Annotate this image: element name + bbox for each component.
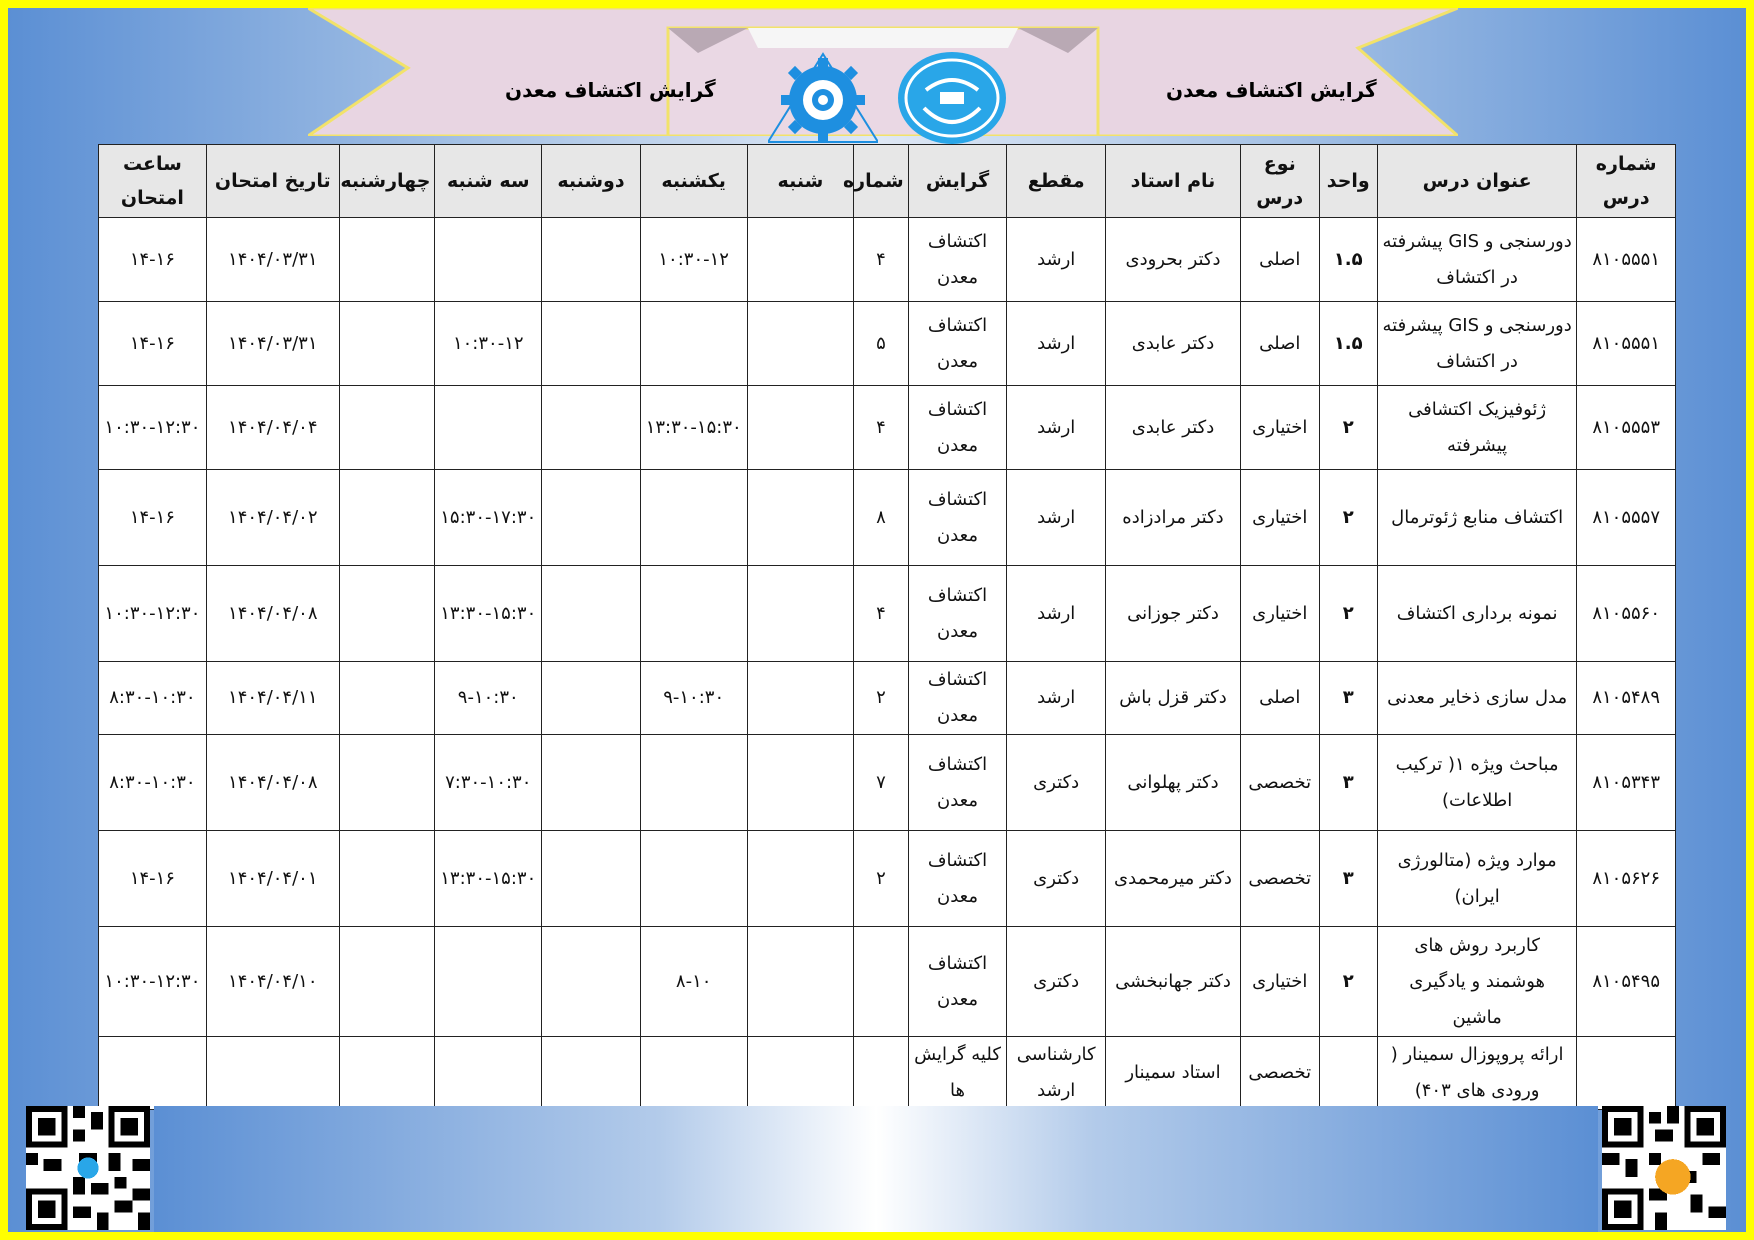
table-cell <box>747 566 854 662</box>
column-header: عنوان درس <box>1377 145 1576 218</box>
table-row <box>99 218 1676 302</box>
table-cell <box>747 927 854 1037</box>
table-cell <box>99 1037 207 1110</box>
table-cell <box>747 218 854 302</box>
table-cell <box>435 218 542 302</box>
course-schedule-table-container <box>98 144 1676 1110</box>
column-header: واحد <box>1319 145 1377 218</box>
table-cell <box>747 302 854 386</box>
table-cell: دکتر قزل باش <box>1106 662 1241 735</box>
table-row <box>99 927 1676 1037</box>
table-cell: ۸۱۰۵۴۸۹ <box>1577 662 1676 735</box>
table-cell: دکتر جهانبخشی <box>1106 927 1241 1037</box>
table-cell <box>339 1037 435 1110</box>
table-cell: دکتر عابدی <box>1106 386 1241 470</box>
table-cell: ۱۰:۳۰-۱۲:۳۰ <box>99 927 207 1037</box>
table-cell <box>339 302 435 386</box>
table-cell: ۱۳:۳۰-۱۵:۳۰ <box>640 386 747 470</box>
table-cell: ۸:۳۰-۱۰:۳۰ <box>99 662 207 735</box>
table-cell: دورسنجی و GIS پیشرفته در اکتشاف <box>1377 302 1576 386</box>
table-cell <box>854 927 908 1037</box>
table-cell: اکتشاف منابع ژئوترمال <box>1377 470 1576 566</box>
table-cell: ارشد <box>1007 470 1106 566</box>
column-header: ساعت امتحان <box>99 145 207 218</box>
table-cell: ۱۴۰۴/۰۳/۳۱ <box>206 302 339 386</box>
table-cell: ۱۴۰۴/۰۴/۰۸ <box>206 566 339 662</box>
table-cell: تخصصی <box>1240 831 1319 927</box>
table-cell: اختیاری <box>1240 386 1319 470</box>
table-cell: کلیه گرایش ها <box>908 1037 1007 1110</box>
table-cell: اکتشاف معدن <box>908 386 1007 470</box>
table-cell <box>640 831 747 927</box>
table-cell: دکتر عابدی <box>1106 302 1241 386</box>
table-cell <box>542 1037 641 1110</box>
qr-code-icon <box>26 1106 150 1230</box>
table-cell: ۱۴۰۴/۰۳/۳۱ <box>206 218 339 302</box>
table-cell: دکتر بحرودی <box>1106 218 1241 302</box>
table-cell: ۱۴۰۴/۰۴/۰۱ <box>206 831 339 927</box>
table-cell: ۲ <box>1319 566 1377 662</box>
table-cell: تخصصی <box>1240 735 1319 831</box>
table-cell: اختیاری <box>1240 566 1319 662</box>
table-cell: ۸۱۰۵۵۵۷ <box>1577 470 1676 566</box>
table-cell: ارشد <box>1007 662 1106 735</box>
table-cell: ۱.۵ <box>1319 302 1377 386</box>
table-cell: ۱۳:۳۰-۱۵:۳۰ <box>435 831 542 927</box>
header-title-right: گرایش اکتشاف معدن <box>1166 78 1377 102</box>
table-cell: ۵ <box>854 302 908 386</box>
table-cell <box>542 470 641 566</box>
table-cell: ۱۴۰۴/۰۴/۰۴ <box>206 386 339 470</box>
table-cell: ۸۱۰۵۴۹۵ <box>1577 927 1676 1037</box>
table-cell: اصلی <box>1240 302 1319 386</box>
table-cell: ۱۴-۱۶ <box>99 218 207 302</box>
table-cell: نمونه برداری اکتشاف <box>1377 566 1576 662</box>
table-cell: ۱۰:۳۰-۱۲:۳۰ <box>99 566 207 662</box>
table-cell: مدل سازی ذخایر معدنی <box>1377 662 1576 735</box>
table-cell: ۱.۵ <box>1319 218 1377 302</box>
table-row <box>99 831 1676 927</box>
engineering-gear-logo-icon <box>768 50 878 148</box>
table-cell: ارشد <box>1007 386 1106 470</box>
table-cell: دکتر جوزانی <box>1106 566 1241 662</box>
table-cell: ۴ <box>854 386 908 470</box>
table-cell <box>542 218 641 302</box>
column-header: شنبه <box>747 145 854 218</box>
table-cell: ۷ <box>854 735 908 831</box>
table-cell: ۸۱۰۵۵۵۱ <box>1577 302 1676 386</box>
table-cell <box>339 927 435 1037</box>
table-cell: ۱۵:۳۰-۱۷:۳۰ <box>435 470 542 566</box>
column-header: نوع درس <box>1240 145 1319 218</box>
table-cell <box>1577 1037 1676 1110</box>
table-cell <box>339 470 435 566</box>
table-cell <box>435 386 542 470</box>
table-cell: ۸۱۰۵۵۵۳ <box>1577 386 1676 470</box>
table-cell: کاربرد روش های هوشمند و یادگیری ماشین <box>1377 927 1576 1037</box>
table-cell: اختیاری <box>1240 470 1319 566</box>
table-cell: اکتشاف معدن <box>908 302 1007 386</box>
table-cell: ۹-۱۰:۳۰ <box>435 662 542 735</box>
table-cell: ۲ <box>1319 386 1377 470</box>
table-cell <box>339 735 435 831</box>
table-cell: ۱۳:۳۰-۱۵:۳۰ <box>435 566 542 662</box>
table-cell: ۸۱۰۵۵۵۱ <box>1577 218 1676 302</box>
table-cell: ۴ <box>854 218 908 302</box>
table-cell: موارد ویژه (متالورژی ایران) <box>1377 831 1576 927</box>
table-cell: ۹-۱۰:۳۰ <box>640 662 747 735</box>
table-cell: اکتشاف معدن <box>908 470 1007 566</box>
column-header: دوشنبه <box>542 145 641 218</box>
table-cell: ارشد <box>1007 218 1106 302</box>
table-row <box>99 566 1676 662</box>
table-cell: دکتری <box>1007 735 1106 831</box>
table-row <box>99 386 1676 470</box>
table-cell: ۱۴-۱۶ <box>99 831 207 927</box>
table-cell <box>206 1037 339 1110</box>
header-title-left: گرایش اکتشاف معدن <box>505 78 716 102</box>
table-cell: ۸۱۰۵۳۴۳ <box>1577 735 1676 831</box>
table-cell: اکتشاف معدن <box>908 927 1007 1037</box>
table-cell <box>747 470 854 566</box>
table-cell <box>542 735 641 831</box>
table-cell: کارشناسی ارشد <box>1007 1037 1106 1110</box>
table-cell <box>435 927 542 1037</box>
table-cell: ژئوفیزیک اکتشافی پیشرفته <box>1377 386 1576 470</box>
table-cell: اکتشاف معدن <box>908 831 1007 927</box>
table-cell <box>435 1037 542 1110</box>
table-cell: ۴ <box>854 566 908 662</box>
table-cell: ۱۴۰۴/۰۴/۱۱ <box>206 662 339 735</box>
column-header: نام استاد <box>1106 145 1241 218</box>
table-cell <box>640 735 747 831</box>
table-cell: ۱۴۰۴/۰۴/۱۰ <box>206 927 339 1037</box>
table-cell <box>640 1037 747 1110</box>
table-cell: تخصصی <box>1240 1037 1319 1110</box>
table-cell: دکتری <box>1007 831 1106 927</box>
table-cell <box>747 1037 854 1110</box>
table-body <box>99 218 1676 1110</box>
table-cell <box>542 302 641 386</box>
table-row <box>99 302 1676 386</box>
table-cell: ۱۴۰۴/۰۴/۰۲ <box>206 470 339 566</box>
table-cell: مباحث ویژه ۱( ترکیب اطلاعات) <box>1377 735 1576 831</box>
table-cell <box>542 566 641 662</box>
table-cell <box>747 831 854 927</box>
table-cell: ۱۴-۱۶ <box>99 470 207 566</box>
table-cell: ۲ <box>1319 470 1377 566</box>
table-cell: اکتشاف معدن <box>908 218 1007 302</box>
table-cell <box>747 386 854 470</box>
table-cell <box>747 662 854 735</box>
table-cell <box>339 218 435 302</box>
university-of-tehran-logo-icon <box>896 50 1008 150</box>
course-schedule-table <box>98 144 1676 1110</box>
table-cell: ۳ <box>1319 662 1377 735</box>
table-cell <box>854 1037 908 1110</box>
table-cell: ۸-۱۰ <box>640 927 747 1037</box>
column-header: گرایش <box>908 145 1007 218</box>
table-cell: ۸:۳۰-۱۰:۳۰ <box>99 735 207 831</box>
table-header-row <box>99 145 1676 218</box>
table-cell: ۲ <box>1319 927 1377 1037</box>
table-cell: اختیاری <box>1240 927 1319 1037</box>
table-cell <box>747 735 854 831</box>
header-banner <box>308 8 1458 136</box>
table-row <box>99 470 1676 566</box>
table-cell: دکتر پهلوانی <box>1106 735 1241 831</box>
table-cell <box>339 831 435 927</box>
table-cell: ۷:۳۰-۱۰:۳۰ <box>435 735 542 831</box>
table-cell: ۸۱۰۵۵۶۰ <box>1577 566 1676 662</box>
column-header: یکشنبه <box>640 145 747 218</box>
table-cell: اصلی <box>1240 218 1319 302</box>
table-cell: اکتشاف معدن <box>908 566 1007 662</box>
table-cell: ۱۴-۱۶ <box>99 302 207 386</box>
table-cell: ۳ <box>1319 735 1377 831</box>
table-cell: ۱۴۰۴/۰۴/۰۸ <box>206 735 339 831</box>
table-cell <box>542 927 641 1037</box>
table-cell <box>640 566 747 662</box>
linkedin-qr-code-icon <box>1602 1106 1726 1230</box>
column-header: شماره درس <box>1577 145 1676 218</box>
table-cell <box>339 662 435 735</box>
table-cell: ارشد <box>1007 302 1106 386</box>
table-cell: ۸۱۰۵۶۲۶ <box>1577 831 1676 927</box>
table-cell <box>640 470 747 566</box>
table-cell: اکتشاف معدن <box>908 735 1007 831</box>
table-cell: اصلی <box>1240 662 1319 735</box>
table-cell: ۲ <box>854 662 908 735</box>
table-cell: ۱۰:۳۰-۱۲ <box>435 302 542 386</box>
table-cell <box>640 302 747 386</box>
column-header: چهارشنبه <box>339 145 435 218</box>
column-header: شماره <box>854 145 908 218</box>
table-cell: ۱۰:۳۰-۱۲ <box>640 218 747 302</box>
column-header: سه شنبه <box>435 145 542 218</box>
table-cell <box>339 386 435 470</box>
column-header: مقطع <box>1007 145 1106 218</box>
table-cell: ارائه پروپوزال سمینار ( ورودی های ۴۰۳) <box>1377 1037 1576 1110</box>
table-cell: دکتری <box>1007 927 1106 1037</box>
table-cell: دورسنجی و GIS پیشرفته در اکتشاف <box>1377 218 1576 302</box>
table-cell <box>542 831 641 927</box>
table-row <box>99 1037 1676 1110</box>
table-row <box>99 662 1676 735</box>
table-cell <box>339 566 435 662</box>
table-cell: ۲ <box>854 831 908 927</box>
table-cell <box>542 662 641 735</box>
table-cell: ۱۰:۳۰-۱۲:۳۰ <box>99 386 207 470</box>
table-cell: دکتر میرمحمدی <box>1106 831 1241 927</box>
table-cell: ۸ <box>854 470 908 566</box>
table-cell: استاد سمینار <box>1106 1037 1241 1110</box>
table-cell: دکتر مرادزاده <box>1106 470 1241 566</box>
column-header: تاریخ امتحان <box>206 145 339 218</box>
table-cell <box>1319 1037 1377 1110</box>
footer-band <box>154 1106 1598 1236</box>
table-cell <box>542 386 641 470</box>
table-cell: ۳ <box>1319 831 1377 927</box>
table-cell: ارشد <box>1007 566 1106 662</box>
table-row <box>99 735 1676 831</box>
table-cell: اکتشاف معدن <box>908 662 1007 735</box>
